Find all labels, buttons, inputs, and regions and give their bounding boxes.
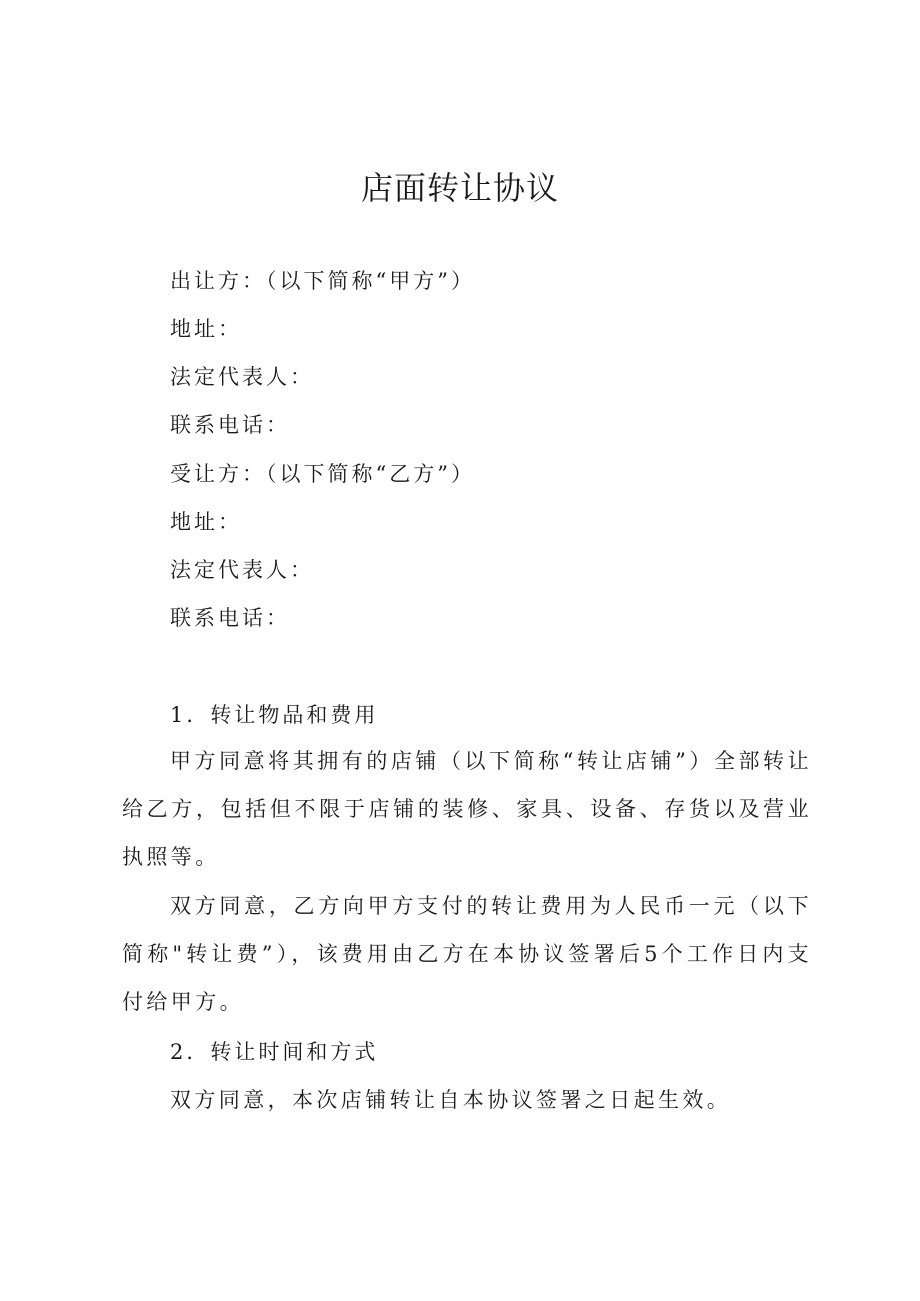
section-heading-2: 2．转让时间和方式 [170,1040,379,1064]
transferor-line: 出让方：（以下简称“甲方”） [170,269,475,293]
transferee-address-line: 地址： [170,510,242,534]
document-title: 店面转让协议 [360,169,559,207]
transferor-legal-rep-line: 法定代表人： [170,365,314,389]
transferor-address-line: 地址： [170,317,242,341]
transferor-phone-line: 联系电话： [170,413,290,437]
transferee-phone-line: 联系电话： [170,606,290,630]
section-1-paragraph-1: 甲方同意将其拥有的店铺（以下简称“转让店铺”）全部转让给乙方，包括但不限于店铺的装修、家具、设备、存货以及营业执照等。 [122,749,812,869]
transferee-legal-rep-line: 法定代表人： [170,558,314,582]
transferee-line: 受让方：（以下简称“乙方”） [170,462,475,486]
section-1-paragraph-2: 双方同意，乙方向甲方支付的转让费用为人民币一元（以下简称"转让费”），该费用由乙方在本协议签署后5个工作日内支付给甲方。 [122,894,812,1014]
section-heading-1: 1．转让物品和费用 [170,703,379,727]
section-2-paragraph-1: 双方同意，本次店铺转让自本协议签署之日起生效。 [170,1088,732,1112]
